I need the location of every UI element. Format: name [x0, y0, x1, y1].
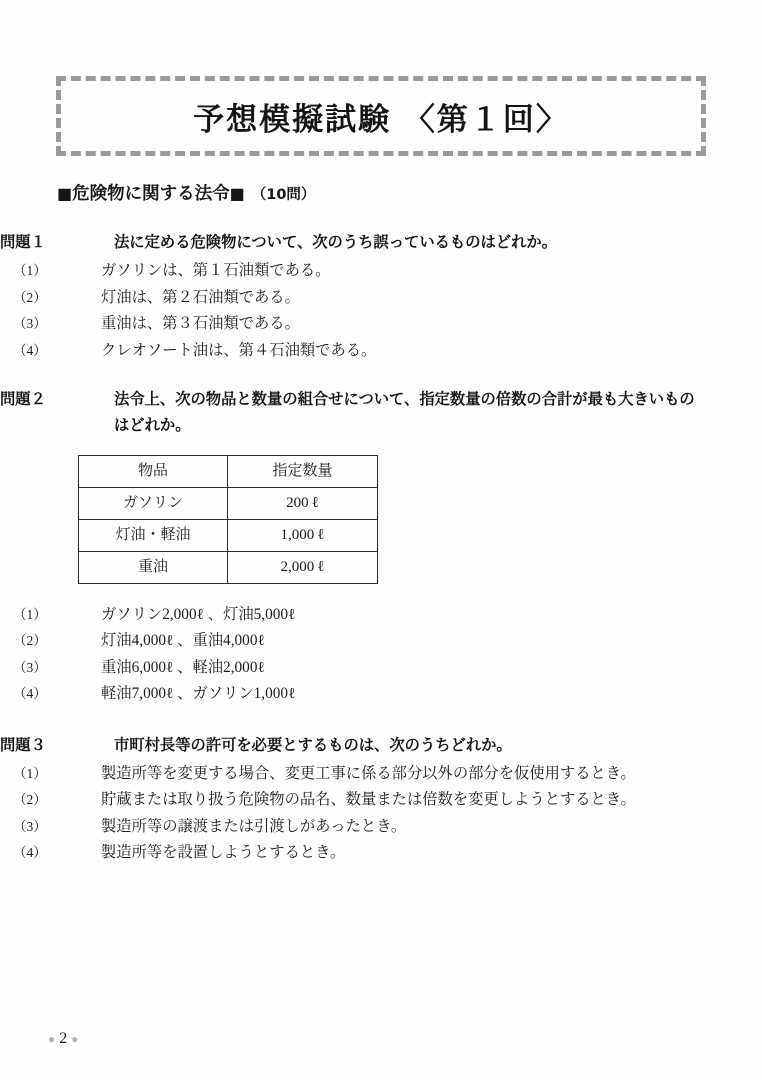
option-item[interactable] — [13, 258, 707, 284]
table-cell-item: 重油 — [79, 551, 228, 583]
option-text: 貯蔵または取り扱う危険物の品名、数量または倍数を変更しようとするとき。 — [101, 791, 636, 809]
content-column — [0, 180, 707, 889]
section-question-count: （10問） — [251, 187, 316, 203]
option-number: （1） — [13, 765, 47, 781]
section-title: 危険物に関する法令 — [72, 184, 230, 204]
table-cell-item: ガソリン — [79, 487, 228, 519]
option-text: クレオソート油は、第４石油類である。 — [101, 341, 377, 359]
question-block — [0, 732, 707, 867]
option-text: 製造所等を変更する場合、変更工事に係る部分以外の部分を仮使用するとき。 — [101, 764, 636, 782]
table-row — [79, 487, 378, 519]
question-block — [0, 229, 707, 364]
option-list — [13, 761, 707, 867]
option-item[interactable] — [13, 787, 707, 813]
table-header-cell: 物品 — [79, 455, 228, 487]
question-text: 市町村長等の許可を必要とするものは、次のうちどれか。 — [114, 735, 512, 754]
option-item[interactable] — [13, 285, 707, 311]
option-text: 製造所等を設置しようとするとき。 — [101, 844, 346, 862]
option-item[interactable] — [13, 655, 707, 681]
option-item[interactable] — [13, 602, 707, 628]
option-number: （2） — [13, 289, 47, 305]
page-footer — [48, 1030, 79, 1048]
section-marker-left-icon: ■ — [57, 184, 73, 203]
question-text: 法令上、次の物品と数量の組合せについて、指定数量の倍数の合計が最も大きいものはどれか。 — [114, 390, 695, 435]
table-row — [79, 551, 378, 583]
question-label: 問題１ — [0, 233, 46, 251]
option-text: ガソリン2,000ℓ 、灯油5,000ℓ — [101, 605, 296, 623]
section-marker-right-icon: ■ — [229, 184, 245, 203]
option-text: 重油6,000ℓ 、軽油2,000ℓ — [101, 658, 265, 676]
option-number: （3） — [13, 659, 47, 675]
option-list — [13, 258, 707, 364]
table-header-row — [79, 455, 378, 487]
option-item[interactable] — [13, 338, 707, 364]
option-number: （3） — [13, 818, 47, 834]
option-number: （2） — [13, 633, 47, 649]
table-header-cell: 指定数量 — [228, 455, 378, 487]
option-item[interactable] — [13, 311, 707, 337]
option-item[interactable] — [13, 814, 707, 840]
footer-dot-left-icon: ● — [48, 1032, 56, 1046]
option-text: 灯油は、第２石油類である。 — [101, 288, 300, 306]
option-number: （4） — [13, 845, 47, 861]
table-cell-quantity: 1,000 ℓ — [228, 519, 378, 551]
question-stem — [0, 732, 707, 758]
table-cell-quantity: 2,000 ℓ — [228, 551, 378, 583]
option-text: 製造所等の譲渡または引渡しがあったとき。 — [101, 817, 407, 835]
option-list — [13, 602, 707, 708]
question-stem — [0, 229, 707, 255]
page-title: 予想模擬試験 〈第１回〉 — [193, 101, 569, 138]
option-number: （2） — [13, 792, 47, 808]
designated-quantity-table-wrap — [78, 455, 707, 584]
option-number: （3） — [13, 316, 47, 332]
table-row — [79, 519, 378, 551]
question-stem — [0, 386, 707, 439]
option-text: 灯油4,000ℓ 、重油4,000ℓ — [101, 632, 265, 650]
table-cell-quantity: 200 ℓ — [228, 487, 378, 519]
question-label: 問題２ — [0, 390, 46, 409]
option-text: ガソリンは、第１石油類である。 — [101, 262, 331, 280]
question-text: 法に定める危険物について、次のうち誤っているものはどれか。 — [114, 233, 557, 251]
question-block — [0, 386, 707, 707]
option-item[interactable] — [13, 761, 707, 787]
page-number: 2 — [59, 1030, 68, 1047]
option-number: （4） — [13, 686, 47, 702]
section-header — [57, 180, 707, 205]
option-number: （4） — [13, 342, 47, 358]
designated-quantity-table — [78, 455, 378, 584]
option-number: （1） — [13, 263, 47, 279]
option-text: 重油は、第３石油類である。 — [101, 315, 300, 333]
option-text: 軽油7,000ℓ 、ガソリン1,000ℓ — [101, 685, 296, 703]
table-cell-item: 灯油・軽油 — [79, 519, 228, 551]
option-item[interactable] — [13, 681, 707, 707]
exam-title-box — [56, 76, 706, 156]
option-item[interactable] — [13, 628, 707, 654]
option-number: （1） — [13, 606, 47, 622]
option-item[interactable] — [13, 840, 707, 866]
footer-dot-right-icon: ● — [71, 1032, 79, 1046]
question-label: 問題３ — [0, 735, 46, 754]
